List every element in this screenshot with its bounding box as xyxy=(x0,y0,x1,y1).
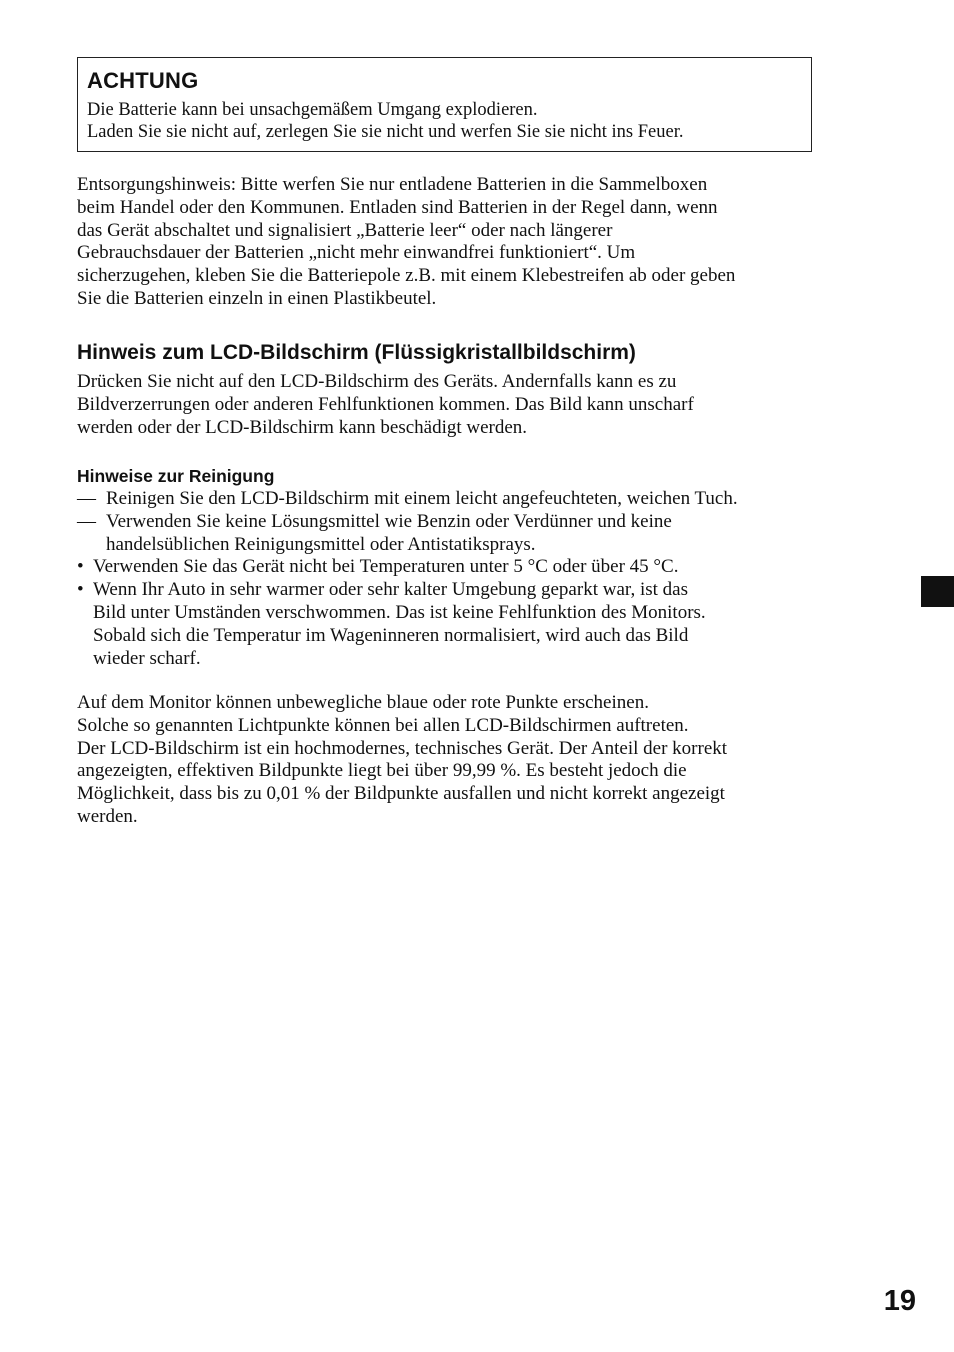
warning-box xyxy=(77,57,812,152)
cleaning-heading: Hinweise zur Reinigung xyxy=(77,466,275,486)
warning-title: ACHTUNG xyxy=(87,68,199,93)
text-line: Bildverzerrungen oder anderen Fehlfunktionen kommen. Das Bild kann unscharf xyxy=(77,393,694,415)
text-line: Entsorgungshinweis: Bitte werfen Sie nur entladene Batterien in die Sammelboxen xyxy=(77,174,708,195)
list-item xyxy=(77,511,867,557)
text-line: beim Handel oder den Kommunen. Entladen sind Batterien in der Regel dann, wenn xyxy=(77,196,718,218)
dash-marker: — xyxy=(77,488,96,509)
text-line: Möglichkeit, dass bis zu 0,01 % der Bildpunkte ausfallen und nicht korrekt angezeigt xyxy=(77,783,725,805)
text-line: Gebrauchsdauer der Batterien „nicht mehr einwandfrei funktioniert“. Um xyxy=(77,242,636,264)
page-number: 19 xyxy=(883,1285,916,1317)
text-line: sicherzugehen, kleben Sie die Batteriepole z.B. mit einem Klebestreifen ab oder geben xyxy=(77,265,736,287)
list-item xyxy=(77,488,867,511)
disposal-paragraph xyxy=(77,174,867,311)
list-item xyxy=(77,579,867,670)
cleaning-list xyxy=(77,488,867,670)
text-line: Wenn Ihr Auto in sehr warmer oder sehr kalter Umgebung geparkt war, ist das xyxy=(93,579,688,601)
bullet-marker: • xyxy=(77,556,84,578)
text-line: Sobald sich die Temperatur im Wageninneren normalisiert, wird auch das Bild xyxy=(93,624,689,646)
text-line: Drücken Sie nicht auf den LCD-Bildschirm des Geräts. Andernfalls kann es zu xyxy=(77,371,677,392)
text-line: Der LCD-Bildschirm ist ein hochmodernes, technisches Gerät. Der Anteil der korrekt xyxy=(77,737,728,759)
text-line: handelsüblichen Reinigungsmittel oder Antistatiksprays. xyxy=(106,533,536,555)
text-line: angezeigten, effektiven Bildpunkte liegt bei über 99,99 %. Es besteht jedoch die xyxy=(77,760,687,782)
pixel-paragraph xyxy=(77,692,867,829)
text-line: werden oder der LCD-Bildschirm kann beschädigt werden. xyxy=(77,416,528,438)
warning-line: Laden Sie sie nicht auf, zerlegen Sie sie nicht und werfen Sie sie nicht ins Feuer. xyxy=(87,122,684,142)
text-line: Sie die Batterien einzeln in einen Plastikbeutel. xyxy=(77,287,437,309)
dash-marker: — xyxy=(77,510,96,532)
text-line: Reinigen Sie den LCD-Bildschirm mit einem leicht angefeuchteten, weichen Tuch. xyxy=(106,488,738,509)
text-line: werden. xyxy=(77,805,138,827)
text-line: das Gerät abschaltet und signalisiert „Batterie leer“ oder nach längerer xyxy=(77,219,613,241)
warning-line: Die Batterie kann bei unsachgemäßem Umgang explodieren. xyxy=(87,100,538,120)
list-item xyxy=(77,556,867,579)
lcd-section-heading: Hinweis zum LCD-Bildschirm (Flüssigkristallbildschirm) xyxy=(77,341,636,364)
text-line: wieder scharf. xyxy=(93,647,201,669)
text-line: Verwenden Sie das Gerät nicht bei Temperaturen unter 5 °C oder über 45 °C. xyxy=(93,556,679,578)
text-line: Auf dem Monitor können unbewegliche blaue oder rote Punkte erscheinen. xyxy=(77,692,649,713)
text-line: Solche so genannten Lichtpunkte können bei allen LCD-Bildschirmen auftreten. xyxy=(77,714,689,736)
section-thumb-tab xyxy=(921,576,954,607)
bullet-marker: • xyxy=(77,579,84,601)
lcd-paragraph xyxy=(77,371,867,439)
text-line: Verwenden Sie keine Lösungsmittel wie Benzin oder Verdünner und keine xyxy=(106,510,672,532)
text-line: Bild unter Umständen verschwommen. Das ist keine Fehlfunktion des Monitors. xyxy=(93,601,706,623)
